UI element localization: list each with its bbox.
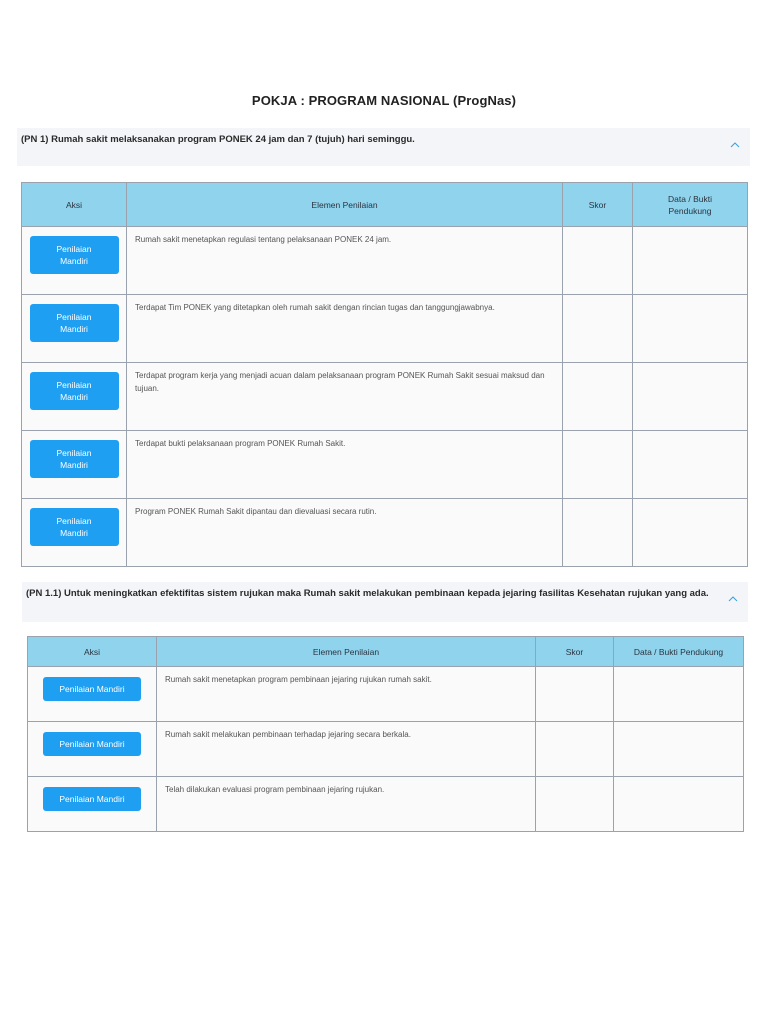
section-header-pn1-1[interactable] xyxy=(22,582,748,622)
column-header-elemen: Elemen Penilaian xyxy=(157,637,536,667)
elemen-penilaian-cell: Terdapat bukti pelaksanaan program PONEK Rumah Sakit. xyxy=(127,431,563,499)
penilaian-mandiri-button[interactable]: Penilaian Mandiri xyxy=(30,508,119,546)
elemen-penilaian-cell: Terdapat program kerja yang menjadi acuan dalam pelaksanaan program PONEK Rumah Sakit sesuai maksud dan tujuan. xyxy=(127,363,563,431)
table-row xyxy=(28,777,744,832)
penilaian-mandiri-button[interactable]: Penilaian Mandiri xyxy=(43,787,141,811)
penilaian-mandiri-button[interactable]: Penilaian Mandiri xyxy=(30,236,119,274)
table-row xyxy=(22,431,748,499)
table-row xyxy=(28,722,744,777)
penilaian-mandiri-button[interactable]: Penilaian Mandiri xyxy=(43,677,141,701)
skor-cell xyxy=(536,667,614,722)
chevron-up-icon[interactable] xyxy=(726,592,740,606)
data-bukti-cell xyxy=(633,295,748,363)
data-bukti-cell xyxy=(633,431,748,499)
section-header-pn1[interactable] xyxy=(17,128,750,166)
elemen-penilaian-cell: Rumah sakit menetapkan program pembinaan jejaring rujukan rumah sakit. xyxy=(157,667,536,722)
assessment-table-pn1-1 xyxy=(27,636,744,832)
section-title-pn1: (PN 1) Rumah sakit melaksanakan program PONEK 24 jam dan 7 (tujuh) hari seminggu. xyxy=(21,134,415,145)
elemen-penilaian-cell: Program PONEK Rumah Sakit dipantau dan dievaluasi secara rutin. xyxy=(127,499,563,567)
skor-cell xyxy=(563,295,633,363)
column-header-skor: Skor xyxy=(563,183,633,227)
skor-cell xyxy=(563,431,633,499)
penilaian-mandiri-button[interactable]: Penilaian Mandiri xyxy=(30,372,119,410)
penilaian-mandiri-button[interactable]: Penilaian Mandiri xyxy=(43,732,141,756)
data-bukti-cell xyxy=(614,667,744,722)
data-bukti-cell xyxy=(614,722,744,777)
skor-cell xyxy=(536,777,614,832)
table-row xyxy=(22,227,748,295)
skor-cell xyxy=(563,227,633,295)
column-header-aksi: Aksi xyxy=(22,183,127,227)
section-title-pn1-1: (PN 1.1) Untuk meningkatkan efektifitas sistem rujukan maka Rumah sakit melakukan pembinaan kepada jejaring fasilitas Kesehatan rujukan yang ada. xyxy=(26,588,709,599)
skor-cell xyxy=(563,499,633,567)
column-header-aksi: Aksi xyxy=(28,637,157,667)
data-bukti-cell xyxy=(633,363,748,431)
penilaian-mandiri-button[interactable]: Penilaian Mandiri xyxy=(30,304,119,342)
elemen-penilaian-cell: Terdapat Tim PONEK yang ditetapkan oleh rumah sakit dengan rincian tugas dan tanggungjawabnya. xyxy=(127,295,563,363)
table-row xyxy=(22,363,748,431)
data-bukti-cell xyxy=(633,227,748,295)
elemen-penilaian-cell: Rumah sakit menetapkan regulasi tentang pelaksanaan PONEK 24 jam. xyxy=(127,227,563,295)
elemen-penilaian-cell: Telah dilakukan evaluasi program pembinaan jejaring rujukan. xyxy=(157,777,536,832)
skor-cell xyxy=(536,722,614,777)
column-header-elemen: Elemen Penilaian xyxy=(127,183,563,227)
page-title: POKJA : PROGRAM NASIONAL (ProgNas) xyxy=(251,93,517,108)
table-row xyxy=(22,295,748,363)
assessment-table-pn1 xyxy=(21,182,748,567)
table-row xyxy=(28,667,744,722)
column-header-data: Data / Bukti Pendukung xyxy=(614,637,744,667)
column-header-skor: Skor xyxy=(536,637,614,667)
table-row xyxy=(22,499,748,567)
chevron-up-icon[interactable] xyxy=(728,138,742,152)
column-header-data: Data / Bukti Pendukung xyxy=(633,183,748,227)
data-bukti-cell xyxy=(614,777,744,832)
penilaian-mandiri-button[interactable]: Penilaian Mandiri xyxy=(30,440,119,478)
skor-cell xyxy=(563,363,633,431)
elemen-penilaian-cell: Rumah sakit melakukan pembinaan terhadap jejaring secara berkala. xyxy=(157,722,536,777)
data-bukti-cell xyxy=(633,499,748,567)
